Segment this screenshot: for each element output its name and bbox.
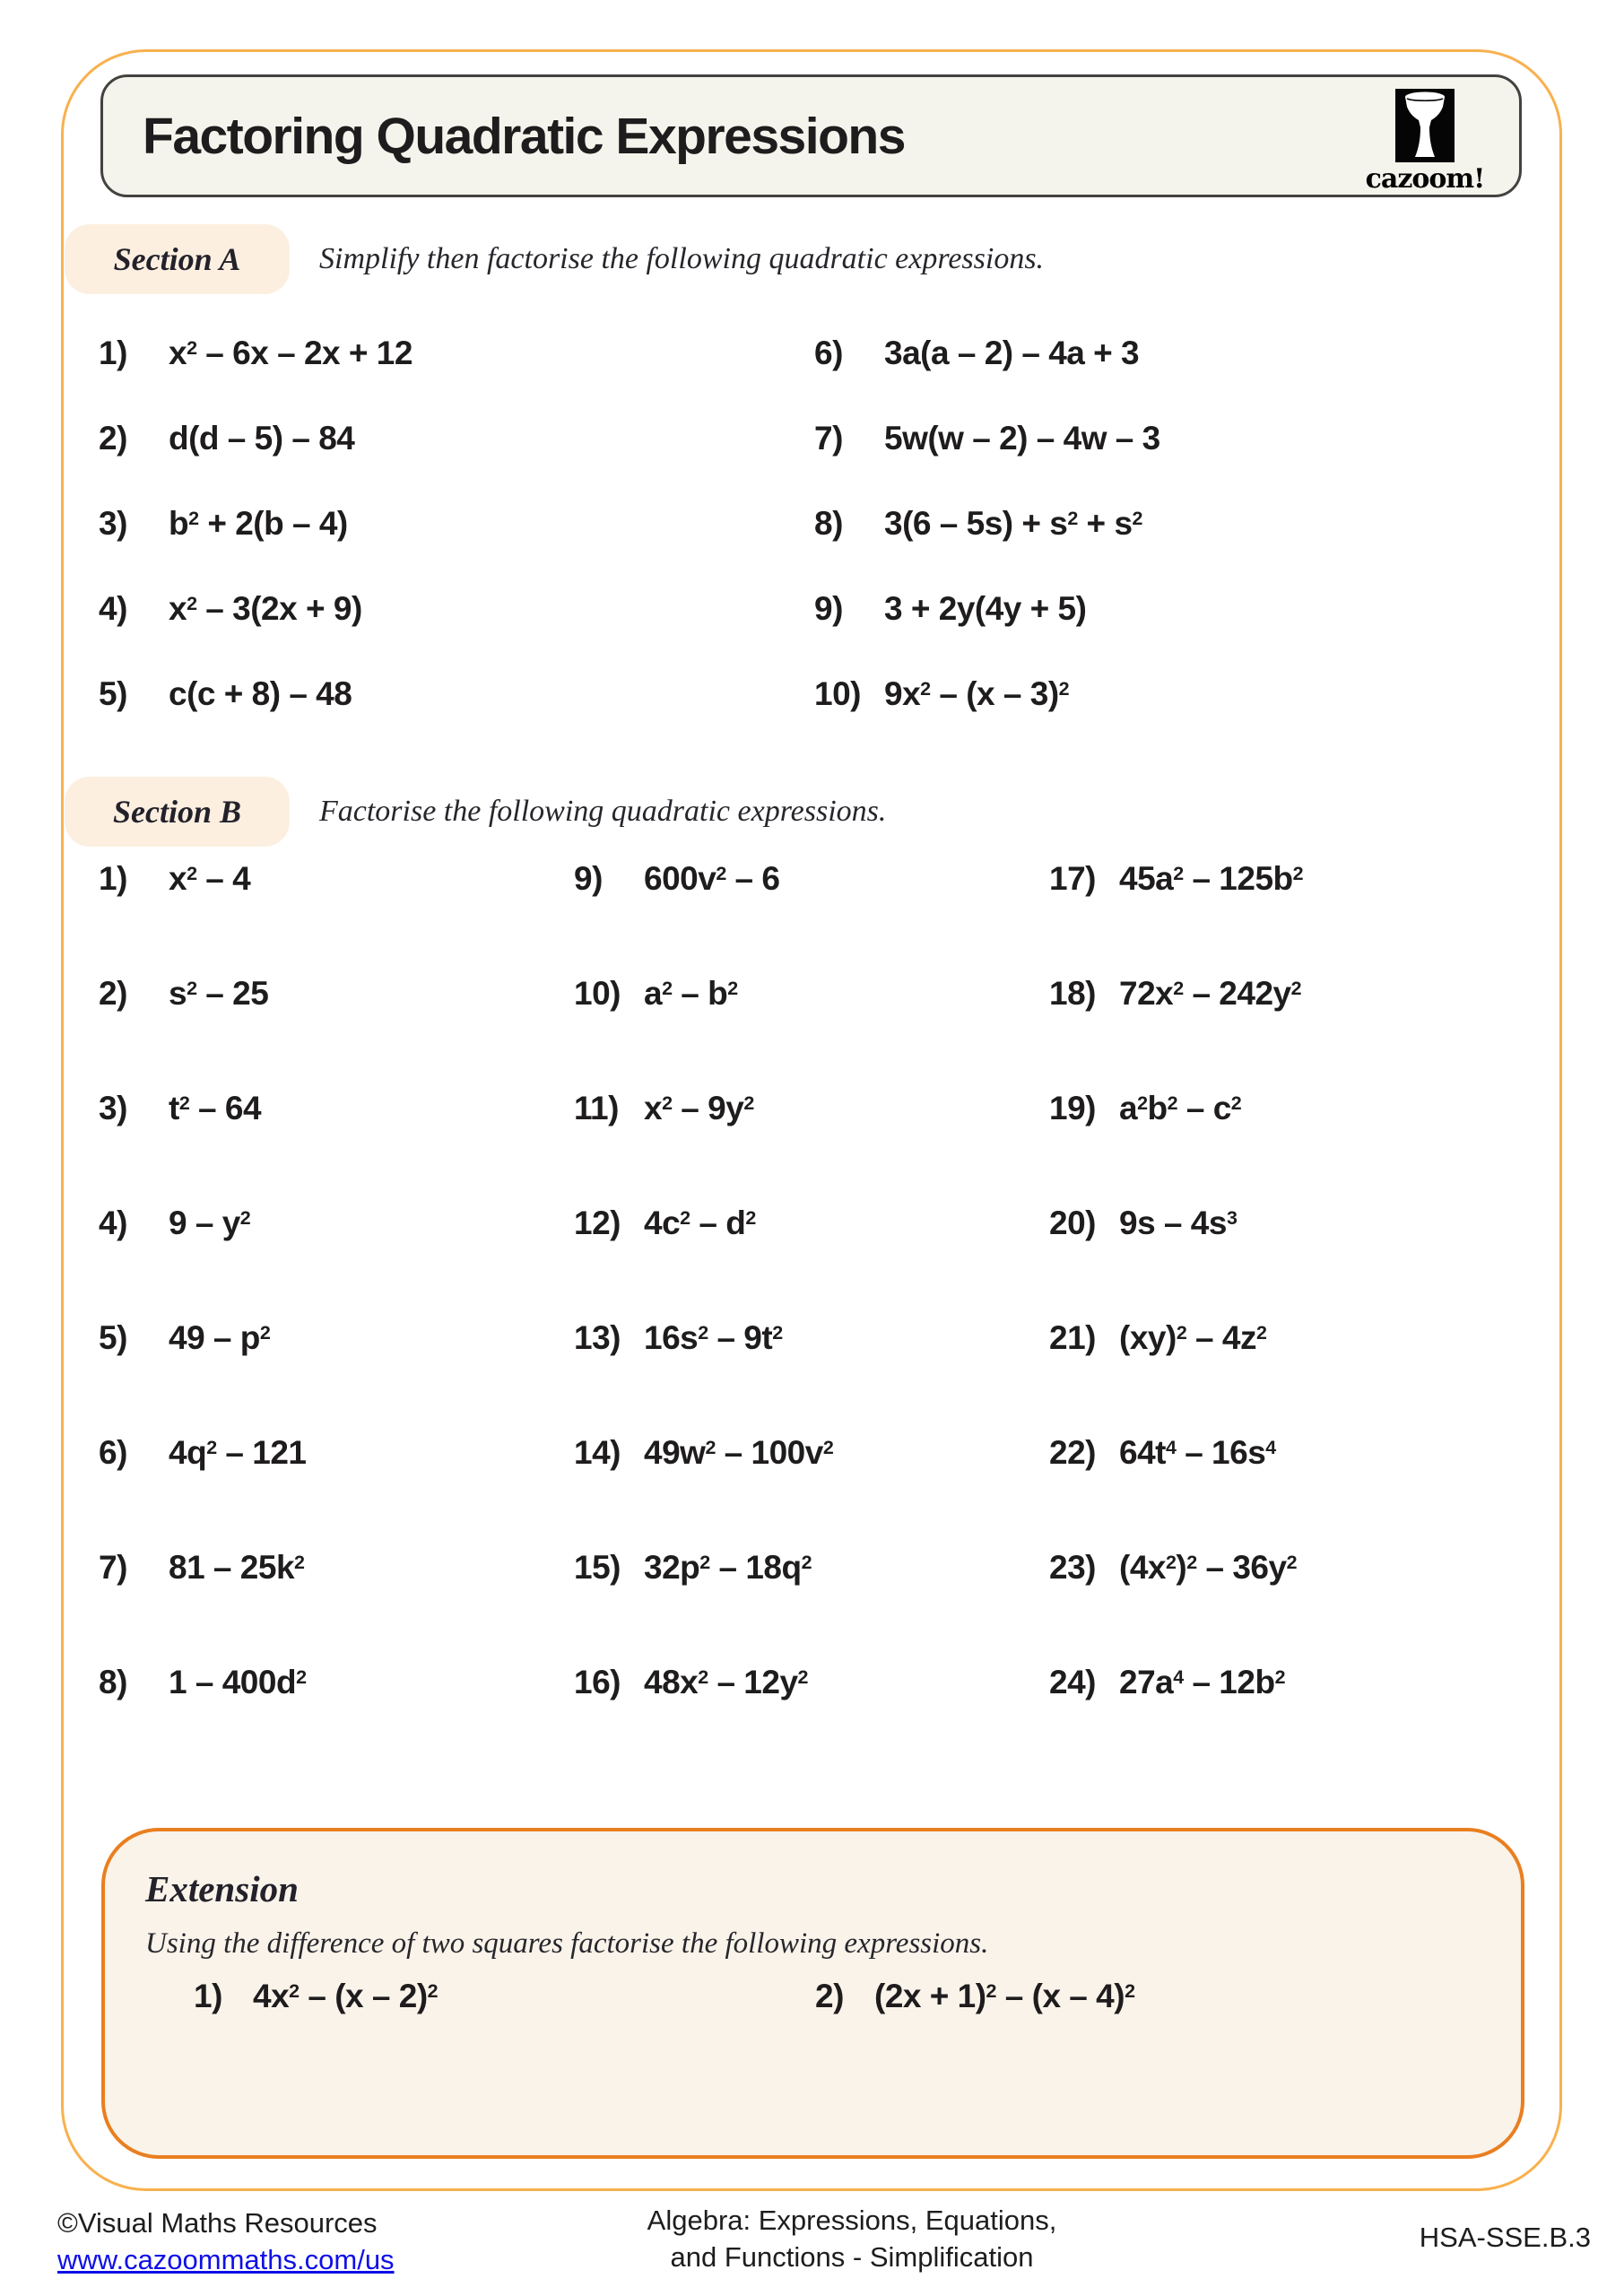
problem-item <box>574 1318 1049 1433</box>
problem-item <box>574 859 1049 974</box>
problem-number: 6) <box>99 1434 127 1471</box>
problem-item <box>1049 1318 1587 1433</box>
extension-heading: Extension <box>145 1868 299 1909</box>
problem-number: 17) <box>1049 860 1096 897</box>
problem-expression: $(xy)^2 - 4z^2$ <box>1119 1319 1267 1356</box>
problem-item <box>99 1663 574 1778</box>
problem-expression: $x^2 - 3(2x + 9)$ <box>169 590 362 627</box>
drum-icon <box>1395 89 1455 162</box>
problem-item <box>99 974 574 1089</box>
problem-number: 1) <box>99 860 127 897</box>
problem-expression: $4c^2 - d^2$ <box>644 1205 756 1241</box>
problem-item <box>99 589 814 674</box>
section-a-instruction: Simplify then factorise the following quadratic expressions. <box>319 242 1045 275</box>
problem-number: 11) <box>574 1090 619 1126</box>
problem-expression: $t^2 - 64$ <box>169 1090 262 1126</box>
problem-item <box>99 1318 574 1433</box>
problem-expression: $9 - y^2$ <box>169 1205 251 1241</box>
problem-number: 10) <box>574 975 621 1012</box>
extension-instruction: Using the difference of two squares factorise the following expressions. <box>145 1927 989 1960</box>
problem-item <box>1049 859 1587 974</box>
problem-item <box>99 504 814 589</box>
problem-number: 5) <box>99 1319 127 1356</box>
problem-expression: c(c + 8) – 48 <box>169 675 352 712</box>
problem-item <box>1049 1433 1587 1548</box>
problem-number: 19) <box>1049 1090 1096 1126</box>
problem-expression: $45a^2 - 125b^2$ <box>1119 860 1304 897</box>
problem-expression: $4x^2 - (x - 2)^2$ <box>253 1978 439 2014</box>
problem-item <box>814 419 1498 504</box>
problem-item <box>99 1204 574 1318</box>
problem-expression: $1 - 400d^2$ <box>169 1664 307 1700</box>
problem-item <box>574 1433 1049 1548</box>
problem-item <box>1049 1089 1587 1204</box>
section-a-label-text: Section A <box>113 241 241 277</box>
problem-expression: $64t^4 - 16s^4$ <box>1119 1434 1276 1471</box>
problem-number: 22) <box>1049 1434 1096 1471</box>
section-b-instruction: Factorise the following quadratic expressions. <box>319 795 887 828</box>
problem-item <box>99 334 814 419</box>
problem-number: 10) <box>814 675 861 712</box>
problem-item <box>1049 974 1587 1089</box>
problem-item <box>574 1089 1049 1204</box>
footer-category-line2: and Functions - Simplification <box>670 2241 1034 2273</box>
problem-number: 6) <box>814 335 843 371</box>
problem-number: 3) <box>99 505 127 542</box>
problem-expression: $81 - 25k^2$ <box>169 1549 305 1586</box>
problem-item <box>99 419 814 504</box>
problem-expression: $48x^2 - 12y^2$ <box>644 1664 808 1700</box>
problem-item <box>1049 1663 1587 1778</box>
problem-expression: $27a^4 - 12b^2$ <box>1119 1664 1286 1700</box>
problem-number: 8) <box>99 1664 127 1700</box>
problem-number: 18) <box>1049 975 1096 1012</box>
problem-expression: $a^2 - b^2$ <box>644 975 738 1012</box>
problem-item <box>99 1548 574 1663</box>
problem-number: 9) <box>814 590 843 627</box>
problem-expression: 3 + 2y(4y + 5) <box>884 590 1087 627</box>
problem-number: 21) <box>1049 1319 1096 1356</box>
problem-item <box>814 504 1498 589</box>
problem-number: 7) <box>814 420 843 457</box>
problem-item <box>99 674 814 760</box>
problem-item <box>815 1977 1135 2016</box>
problem-expression: $9x^2 - (x - 3)^2$ <box>884 675 1070 712</box>
cazoom-logo <box>1358 89 1492 195</box>
problem-expression: $16s^2 - 9t^2$ <box>644 1319 783 1356</box>
section-a-label <box>65 224 290 294</box>
problem-number: 3) <box>99 1090 127 1126</box>
problem-expression: $(2x + 1)^2 - (x - 4)^2$ <box>874 1978 1135 2014</box>
problem-number: 7) <box>99 1549 127 1586</box>
problem-item <box>814 589 1498 674</box>
problem-item <box>574 1548 1049 1663</box>
section-b-problems <box>99 859 1587 1778</box>
page-title: Factoring Quadratic Expressions <box>143 107 905 165</box>
problem-number: 1) <box>194 1978 222 2014</box>
problem-expression: $49w^2 - 100v^2$ <box>644 1434 834 1471</box>
problem-item <box>574 1204 1049 1318</box>
problem-expression: $a^2b^2 - c^2$ <box>1119 1090 1242 1126</box>
problem-item <box>194 1977 438 2016</box>
problem-expression: $3(6 - 5s) + s^2 + s^2$ <box>884 505 1142 542</box>
problem-number: 24) <box>1049 1664 1096 1700</box>
problem-expression: $x^2 - 6x - 2x + 12$ <box>169 335 413 371</box>
problem-expression: $b^2 + 2(b - 4)$ <box>169 505 348 542</box>
problem-number: 2) <box>99 975 127 1012</box>
problem-expression: $4q^2 - 121$ <box>169 1434 307 1471</box>
problem-expression: $s^2 - 25$ <box>169 975 269 1012</box>
problem-expression: $600v^2 - 6$ <box>644 860 780 897</box>
problem-item <box>99 1433 574 1548</box>
problem-number: 20) <box>1049 1205 1096 1241</box>
problem-item <box>574 974 1049 1089</box>
problem-expression: $49 - p^2$ <box>169 1319 271 1356</box>
problem-number: 9) <box>574 860 603 897</box>
problem-number: 23) <box>1049 1549 1096 1586</box>
problem-number: 16) <box>574 1664 621 1700</box>
problem-item <box>99 1089 574 1204</box>
problem-item <box>814 674 1498 760</box>
problem-number: 4) <box>99 1205 127 1241</box>
extension-box <box>101 1828 1524 2159</box>
problem-number: 8) <box>814 505 843 542</box>
title-box <box>100 74 1522 197</box>
problem-item <box>814 334 1498 419</box>
extension-problems <box>105 1977 1521 2022</box>
footer-category <box>601 2202 1103 2275</box>
problem-item <box>1049 1204 1587 1318</box>
footer-credits <box>57 2205 395 2278</box>
problem-number: 13) <box>574 1319 621 1356</box>
problem-expression: $32p^2 - 18q^2$ <box>644 1549 812 1586</box>
problem-number: 1) <box>99 335 127 371</box>
footer-copyright: ©Visual Maths Resources <box>57 2207 378 2239</box>
problem-number: 5) <box>99 675 127 712</box>
problem-item <box>99 859 574 974</box>
problem-expression: $x^2 - 4$ <box>169 860 251 897</box>
problem-number: 2) <box>99 420 127 457</box>
logo-brand: cazoom! <box>1365 163 1485 195</box>
problem-expression: $(4x^2)^2 - 36y^2$ <box>1119 1549 1297 1586</box>
problem-item <box>574 1663 1049 1778</box>
problem-number: 4) <box>99 590 127 627</box>
problem-number: 2) <box>815 1978 844 2014</box>
problem-expression: $9s - 4s^3$ <box>1119 1205 1238 1241</box>
problem-expression: $x^2 - 9y^2$ <box>644 1090 754 1126</box>
problem-expression: d(d – 5) – 84 <box>169 420 355 457</box>
section-b-label <box>65 777 290 847</box>
footer-link[interactable]: www.cazoommaths.com/us <box>57 2244 395 2275</box>
problem-expression: $72x^2 - 242y^2$ <box>1119 975 1302 1012</box>
problem-expression: 3a(a – 2) – 4a + 3 <box>884 335 1140 371</box>
problem-expression: 5w(w – 2) – 4w – 3 <box>884 420 1160 457</box>
section-a-problems <box>99 334 1498 760</box>
footer-category-line1: Algebra: Expressions, Equations, <box>647 2205 1057 2236</box>
section-b-label-text: Section B <box>112 794 241 830</box>
problem-number: 14) <box>574 1434 621 1471</box>
problem-number: 15) <box>574 1549 621 1586</box>
footer-standard-code: HSA-SSE.B.3 <box>1419 2222 1591 2253</box>
problem-number: 12) <box>574 1205 621 1241</box>
problem-item <box>1049 1548 1587 1663</box>
